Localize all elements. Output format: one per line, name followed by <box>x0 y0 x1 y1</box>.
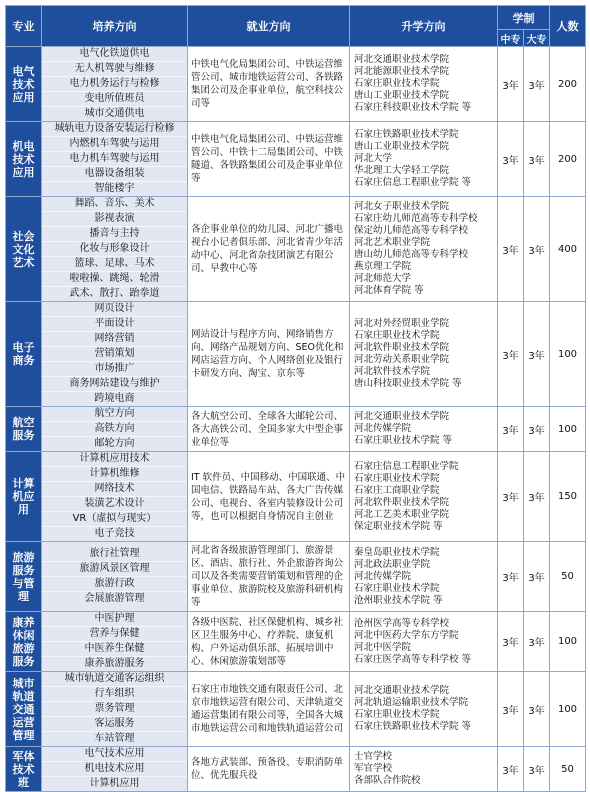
training-direction-item: 电气化铁道供电 <box>42 47 187 62</box>
duration-college: 3年 <box>524 302 550 407</box>
training-direction-item: 电器设备组装 <box>42 167 187 182</box>
employment-direction: 中铁电气化局集团公司、中铁运营维管公司、城市地铁运营公司、各铁路集团公司及企事业单位，航空科技公司等 <box>188 47 350 122</box>
further-study-school: 河北大学 <box>354 153 393 164</box>
training-directions-cell <box>42 122 188 197</box>
further-study-school: 石家庄职业技术学院 <box>354 330 440 341</box>
further-study-school: 河北交通职业技术学院 <box>354 411 450 422</box>
training-direction-item: 化妆与形象设计 <box>42 242 187 257</box>
enrollment-count: 200 <box>550 47 586 122</box>
enrollment-count: 100 <box>550 672 586 747</box>
training-direction-item: 行车组织 <box>42 687 187 702</box>
duration-secondary: 3年 <box>498 612 524 672</box>
duration-college: 3年 <box>524 747 550 792</box>
duration-secondary: 3年 <box>498 452 524 542</box>
training-direction-item: 网络营销 <box>42 332 187 347</box>
duration-secondary: 3年 <box>498 122 524 197</box>
training-directions-cell <box>42 747 188 792</box>
program-table-wrapper <box>5 5 585 789</box>
training-direction-item: 旅游风景区管理 <box>42 562 187 577</box>
further-study-school: 河北轨道运输职业技术学院 <box>354 697 469 708</box>
employment-direction: IT 软件员、中国移动、中国联通、中国电信、铁路局车站、各大广告传媒公司、电视台、各室内装修设计公司等，也可以根据自身情况自主创业 <box>188 452 350 542</box>
training-direction-item: 电子竞技 <box>94 528 135 539</box>
further-study-school: 河北传媒学院 <box>354 423 412 434</box>
further-study-school: 华北理工大学轻工学院 <box>354 165 450 176</box>
training-direction-item: 康养旅游服务 <box>84 658 145 669</box>
training-direction-item: 网页设计 <box>42 302 187 317</box>
training-directions-cell <box>42 542 188 612</box>
training-directions-cell <box>42 612 188 672</box>
header-secondary: 中专 <box>498 30 524 47</box>
program-row <box>6 747 586 792</box>
program-row <box>6 302 586 407</box>
training-direction-item: 计算机维修 <box>42 467 187 482</box>
training-directions-cell <box>42 452 188 542</box>
enrollment-count: 100 <box>550 612 586 672</box>
further-study-school: 河北软件技术学院 <box>354 366 431 377</box>
further-study-cell <box>350 542 498 612</box>
program-table <box>5 5 586 792</box>
training-direction-item: 中医护理 <box>42 612 187 627</box>
training-direction-item: 城轨电力设备安装运行检修 <box>42 122 187 137</box>
duration-secondary: 3年 <box>498 302 524 407</box>
duration-secondary: 3年 <box>498 197 524 302</box>
duration-college: 3年 <box>524 47 550 122</box>
program-row <box>6 122 586 197</box>
employment-direction: 各地方武装部、预备役、专职消防单位、优先服兵役 <box>188 747 350 792</box>
further-study-school: 河北交通职业技术学院 <box>354 54 450 65</box>
further-study-school: 保定职业技术学院 等 <box>354 520 443 532</box>
program-row <box>6 197 586 302</box>
further-study-school: 石家庄职业技术学院 <box>354 472 440 484</box>
training-direction-item: 邮轮方向 <box>94 438 135 449</box>
major-name: 计算机应用 <box>6 452 42 542</box>
training-direction-item: 无人机驾驶与维修 <box>42 62 187 77</box>
training-direction-item: 客运服务 <box>42 717 187 732</box>
further-study-cell <box>350 47 498 122</box>
training-direction-item: 城市轨道交通客运组织 <box>42 672 187 687</box>
training-direction-item: 智能楼宇 <box>94 183 135 194</box>
enrollment-count: 50 <box>550 747 586 792</box>
duration-college: 3年 <box>524 612 550 672</box>
employment-direction: 网站设计与程序方向、网络销售方向、网络产品规划方向、SEO优化和网店运营方向、个人网络创业及银行卡研发方向、淘宝、京东等 <box>188 302 350 407</box>
further-study-school: 河北交通职业技术学院 <box>354 685 450 696</box>
major-name: 机电技术应用 <box>6 122 42 197</box>
training-directions-cell <box>42 197 188 302</box>
further-study-school: 保定幼儿师范高等专科学校 <box>354 225 469 236</box>
training-direction-item: 舞蹈、音乐、美术 <box>42 197 187 212</box>
training-direction-item: 影视表演 <box>42 212 187 227</box>
further-study-school: 唐山幼儿师范高等专科学校 <box>354 249 469 260</box>
further-study-school: 燕京理工学院 <box>354 261 412 272</box>
further-study-school: 石家庄铁路职业技术学院 等 <box>354 721 472 732</box>
duration-college: 3年 <box>524 407 550 452</box>
further-study-school: 河北软件职业技术学院 <box>354 342 450 353</box>
training-direction-item: 营销策划 <box>42 347 187 362</box>
header-major: 专业 <box>6 6 42 47</box>
further-study-school: 唐山工业职业技术学院 <box>354 90 450 101</box>
further-study-school: 石家庄信息工程职业学院 <box>354 460 459 472</box>
further-study-school: 军官学校 <box>354 763 393 774</box>
duration-college: 3年 <box>524 197 550 302</box>
training-directions-cell <box>42 407 188 452</box>
further-study-school: 石家庄职业技术学院 等 <box>354 435 453 446</box>
further-study-school: 石家庄信息工程职业学院 等 <box>354 177 472 188</box>
training-direction-item: 车站管理 <box>94 733 135 744</box>
enrollment-count: 200 <box>550 122 586 197</box>
training-direction-item: 中医养生保健 <box>42 642 187 657</box>
program-row <box>6 672 586 747</box>
major-name: 社会文化艺术 <box>6 197 42 302</box>
further-study-school: 河北中医学院 <box>354 641 412 653</box>
header-training-direction: 培养方向 <box>42 6 188 47</box>
further-study-school: 河北中医药大学东方学院 <box>354 629 459 641</box>
further-study-school: 沧州职业技术学院 等 <box>354 594 443 606</box>
training-direction-item: 商务网站建设与维护 <box>42 377 187 392</box>
further-study-school: 士官学校 <box>354 751 393 762</box>
further-study-school: 石家庄医学高等专科学校 等 <box>354 653 472 665</box>
enrollment-count: 400 <box>550 197 586 302</box>
further-study-school: 石家庄幼儿师范高等专科学校 <box>354 213 478 224</box>
further-study-school: 石家庄职业技术学院 <box>354 709 440 720</box>
employment-direction: 河北省各级旅游管理部门、旅游景区、酒店、旅行社、外企旅游咨询公司以及各类需要营销策划和管理的企事业单位、旅游院校及旅游科研机构等 <box>188 542 350 612</box>
training-direction-item: 市场推广 <box>42 362 187 377</box>
major-name: 航空服务 <box>6 407 42 452</box>
employment-direction: 各企事业单位的幼儿园、河北广播电视台小记者俱乐部、河北省青少年活动中心、河北省杂技团演艺有限公司、早教中心等 <box>188 197 350 302</box>
training-direction-item: 旅行社管理 <box>42 547 187 562</box>
training-direction-item: 电力机务运行与检修 <box>42 77 187 92</box>
further-study-cell <box>350 747 498 792</box>
further-study-school: 河北女子职业技术学院 <box>354 201 450 212</box>
training-direction-item: 啦啦操、跳绳、轮滑 <box>42 272 187 287</box>
further-study-cell <box>350 452 498 542</box>
header-further-study: 升学方向 <box>350 6 498 47</box>
training-direction-item: 旅游行政 <box>42 577 187 592</box>
further-study-school: 河北工艺美术职业学院 <box>354 508 450 520</box>
further-study-school: 河北劳动关系职业学院 <box>354 354 450 365</box>
training-direction-item: 计算机应用 <box>89 778 140 789</box>
training-direction-item: 航空方向 <box>42 407 187 422</box>
enrollment-count: 100 <box>550 407 586 452</box>
further-study-school: 石家庄职业技术学院 <box>354 78 440 89</box>
enrollment-count: 150 <box>550 452 586 542</box>
duration-college: 3年 <box>524 542 550 612</box>
program-row <box>6 612 586 672</box>
further-study-cell <box>350 407 498 452</box>
training-directions-cell <box>42 47 188 122</box>
further-study-school: 石家庄科技职业技术学院 等 <box>354 102 472 113</box>
training-direction-item: 播音与主持 <box>42 227 187 242</box>
further-study-school: 各部队合作院校 <box>354 775 421 786</box>
training-direction-item: VR（虚拟与现实） <box>42 512 187 527</box>
training-direction-item: 会展旅游管理 <box>84 593 145 604</box>
employment-direction: 中铁电气化局集团公司、中铁运营维管公司、中铁十二局集团公司、中铁隧道、各铁路集团公司及企事业单位等 <box>188 122 350 197</box>
further-study-school: 沧州医学高等专科学校 <box>354 617 450 629</box>
training-directions-cell <box>42 302 188 407</box>
duration-college: 3年 <box>524 452 550 542</box>
further-study-cell <box>350 197 498 302</box>
employment-direction: 各大航空公司、全球各大邮轮公司、各大高铁公司、全国多家大中型企事业单位等 <box>188 407 350 452</box>
program-row <box>6 407 586 452</box>
further-study-cell <box>350 672 498 747</box>
major-name: 电子商务 <box>6 302 42 407</box>
major-name: 电气技术应用 <box>6 47 42 122</box>
training-direction-item: 电气技术应用 <box>42 747 187 762</box>
training-direction-item: 城市交通供电 <box>84 108 145 119</box>
further-study-school: 唐山工业职业技术学院 <box>354 141 450 152</box>
training-direction-item: 篮球、足球、马术 <box>42 257 187 272</box>
duration-secondary: 3年 <box>498 672 524 747</box>
further-study-cell <box>350 302 498 407</box>
program-table-body <box>6 47 586 792</box>
further-study-school: 秦皇岛职业技术学院 <box>354 546 440 558</box>
training-direction-item: 变电所值班员 <box>42 92 187 107</box>
further-study-school: 河北能源职业技术学院 <box>354 66 450 77</box>
program-row <box>6 47 586 122</box>
training-direction-item: 电力机车驾驶与运用 <box>42 152 187 167</box>
training-direction-item: 机电技术应用 <box>42 762 187 777</box>
duration-secondary: 3年 <box>498 47 524 122</box>
duration-secondary: 3年 <box>498 542 524 612</box>
major-name: 军体技术班 <box>6 747 42 792</box>
training-direction-item: 计算机应用技术 <box>42 452 187 467</box>
further-study-school: 石家庄铁路职业技术学院 <box>354 129 459 140</box>
employment-direction: 石家庄市地铁交通有限责任公司、北京市地铁运营有限公司、天津轨道交通运营集团有限公司等，全国各大城市地铁运营公司和地铁轨道运营公司 <box>188 672 350 747</box>
major-name: 旅游服务与管理 <box>6 542 42 612</box>
training-direction-item: 票务管理 <box>42 702 187 717</box>
enrollment-count: 50 <box>550 542 586 612</box>
training-direction-item: 平面设计 <box>42 317 187 332</box>
further-study-school: 唐山科技职业技术学院 等 <box>354 378 462 389</box>
further-study-school: 河北师范大学 <box>354 273 412 284</box>
program-row <box>6 542 586 612</box>
header-college: 大专 <box>524 30 550 47</box>
header-enrollment-count: 人数 <box>550 6 586 47</box>
employment-direction: 各级中医院、社区保健机构、城乡社区卫生服务中心、疗养院、康复机构、户外运动俱乐部、拓展培训中心、休闲旅游策划部等 <box>188 612 350 672</box>
duration-secondary: 3年 <box>498 407 524 452</box>
header-employment-direction: 就业方向 <box>188 6 350 47</box>
further-study-school: 河北传媒学院 <box>354 570 412 582</box>
duration-secondary: 3年 <box>498 747 524 792</box>
training-direction-item: 武术、散打、跆拳道 <box>69 288 160 299</box>
training-direction-item: 高铁方向 <box>42 422 187 437</box>
further-study-cell <box>350 612 498 672</box>
major-name: 城市轨道交通运营管理 <box>6 672 42 747</box>
training-direction-item: 内燃机车驾驶与运用 <box>42 137 187 152</box>
further-study-school: 河北体育学院 等 <box>354 285 424 296</box>
further-study-school: 石家庄工商职业学院 <box>354 484 440 496</box>
training-direction-item: 跨境电商 <box>94 393 135 404</box>
major-name: 康养休闲旅游服务 <box>6 612 42 672</box>
further-study-school: 河北软件职业技术学院 <box>354 496 450 508</box>
duration-college: 3年 <box>524 122 550 197</box>
program-row <box>6 452 586 542</box>
further-study-cell <box>350 122 498 197</box>
further-study-school: 石家庄职业技术学院 <box>354 582 440 594</box>
training-direction-item: 装潢艺术设计 <box>42 497 187 512</box>
further-study-school: 河北政法职业学院 <box>354 558 431 570</box>
training-direction-item: 网络技术 <box>42 482 187 497</box>
further-study-school: 河北艺术职业学院 <box>354 237 431 248</box>
further-study-school: 河北对外经贸职业学院 <box>354 318 450 329</box>
duration-college: 3年 <box>524 672 550 747</box>
training-directions-cell <box>42 672 188 747</box>
header-duration: 学制 <box>498 6 550 30</box>
training-direction-item: 营养与保健 <box>42 627 187 642</box>
enrollment-count: 100 <box>550 302 586 407</box>
